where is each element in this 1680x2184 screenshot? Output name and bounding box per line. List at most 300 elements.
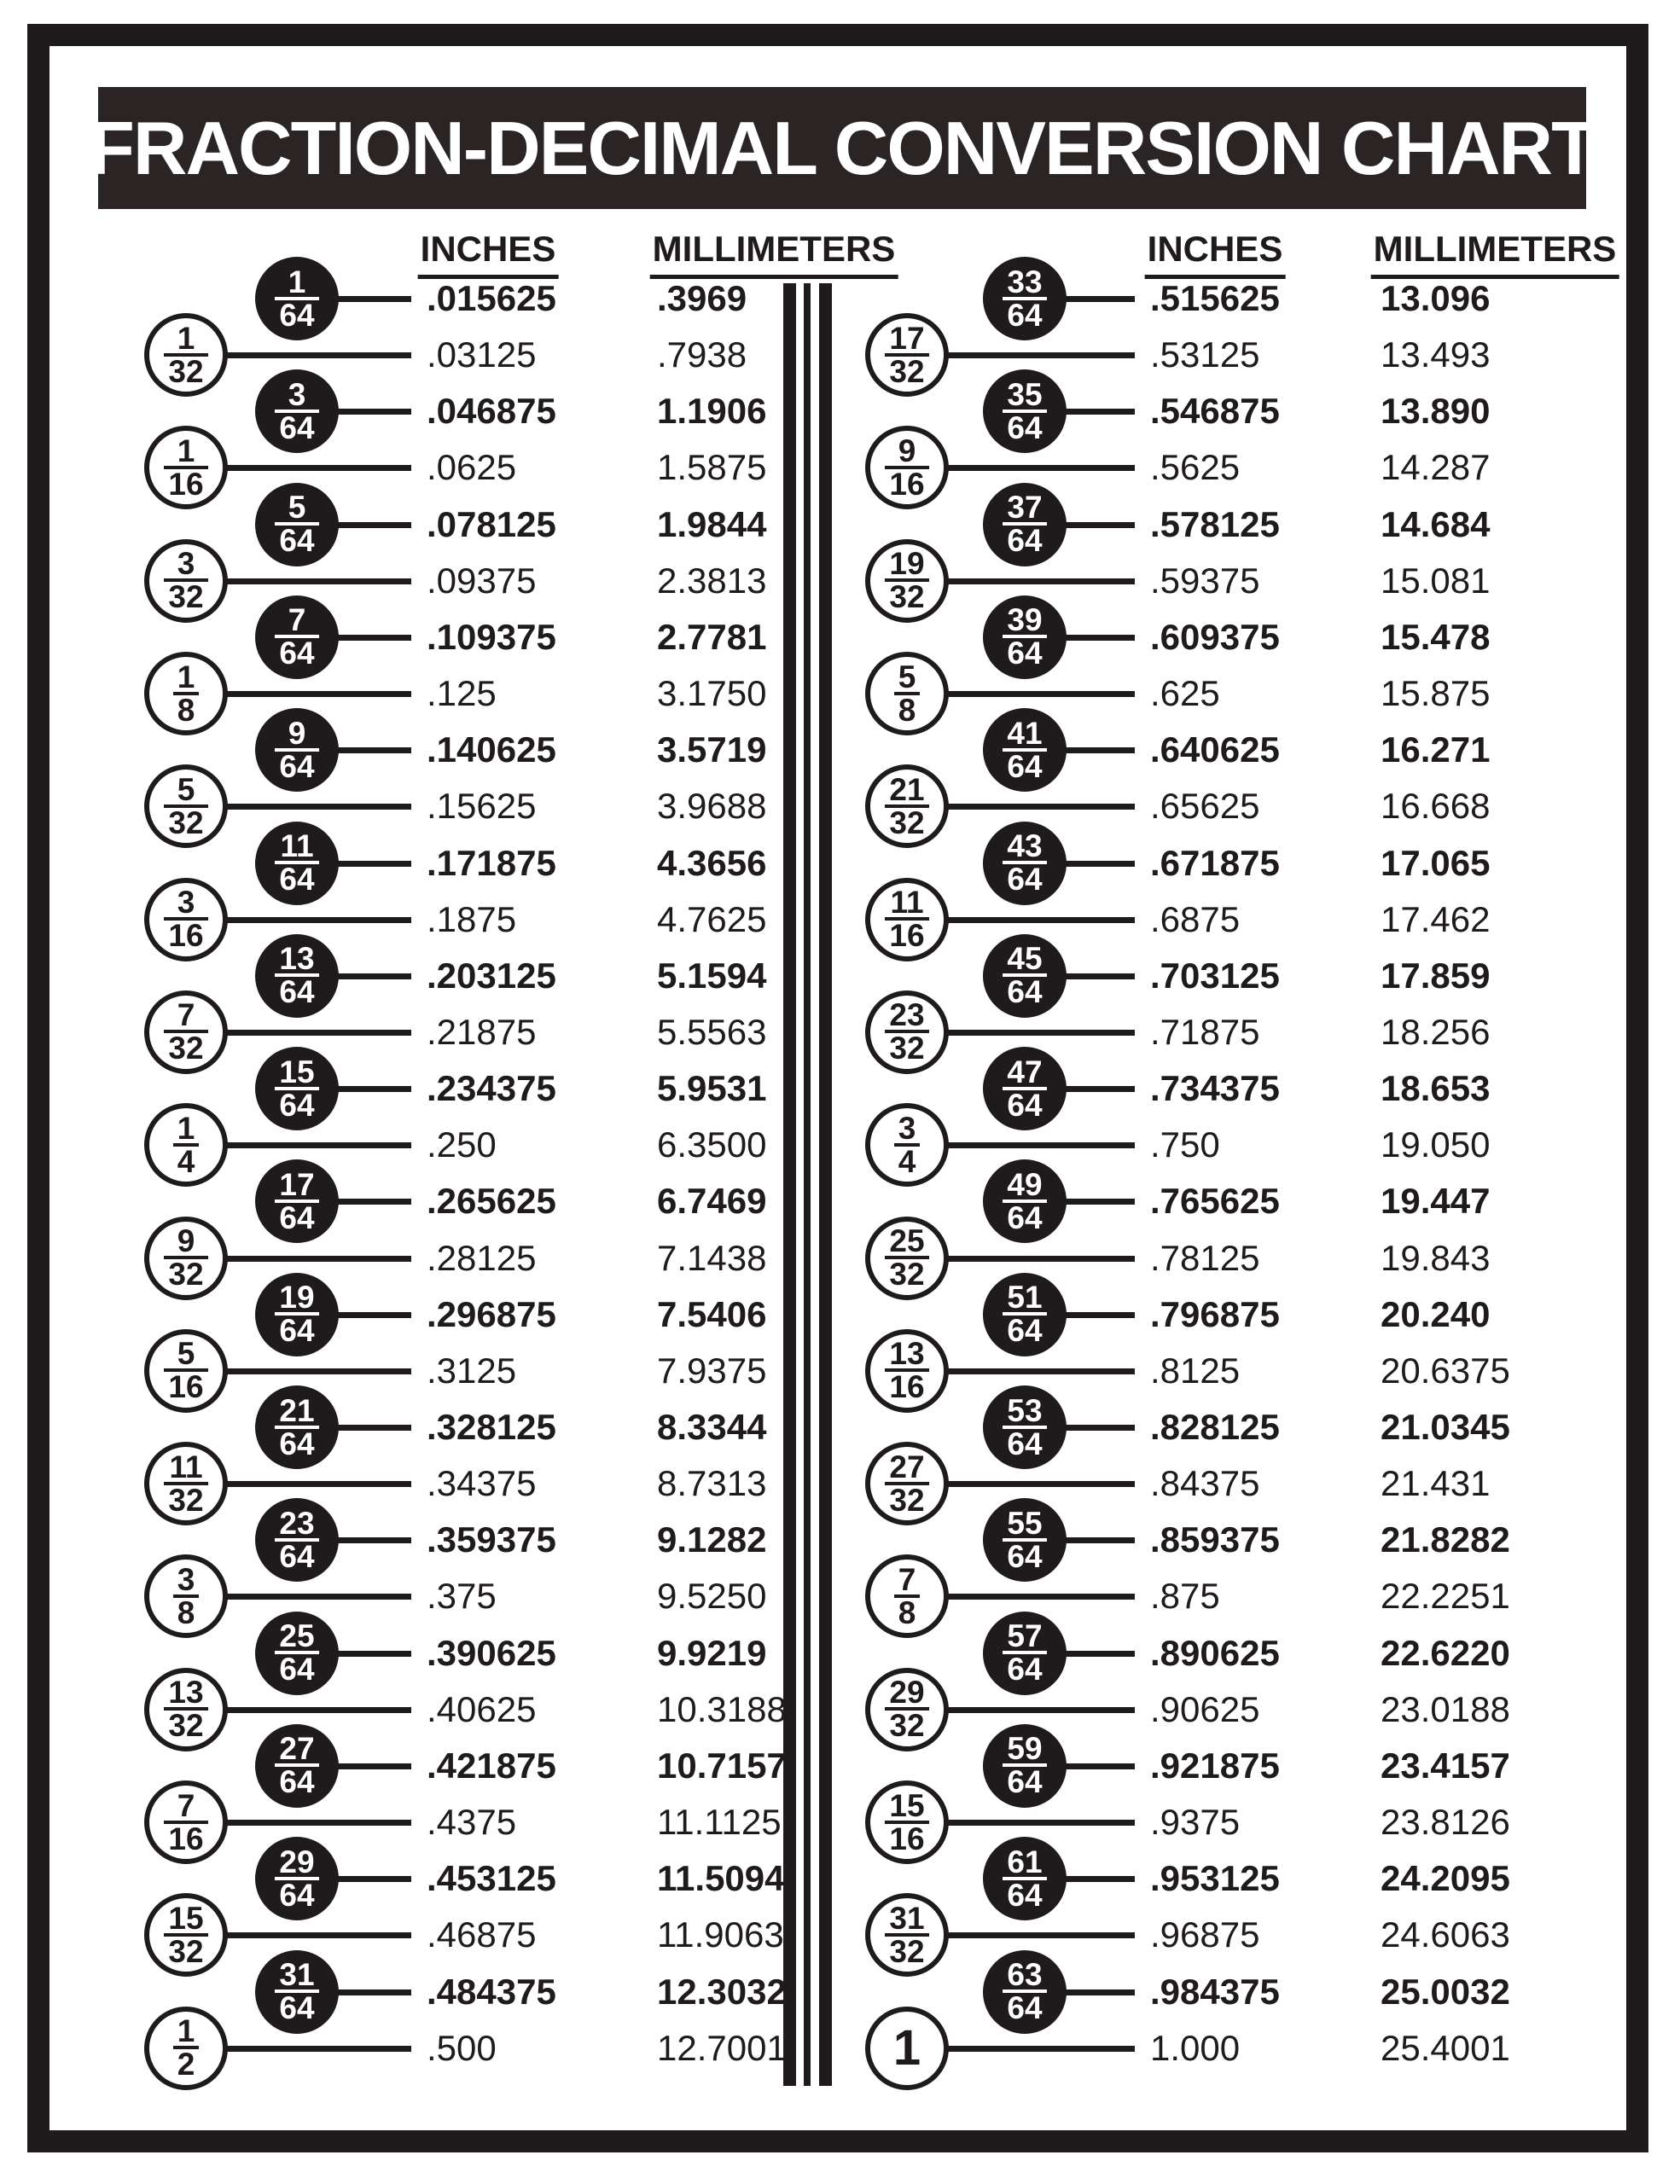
millimeters-value: 7.1438 <box>657 1237 767 1278</box>
millimeters-value: 5.5563 <box>657 1011 767 1052</box>
conversion-row <box>0 1957 1680 2025</box>
inches-value: .640625 <box>1150 729 1280 770</box>
fraction-denominator: 64 <box>275 1538 318 1571</box>
fraction-denominator: 32 <box>164 1482 207 1515</box>
fraction-denominator: 16 <box>885 917 928 950</box>
fraction-denominator: 16 <box>164 466 207 499</box>
fraction-numerator: 61 <box>1007 1844 1043 1879</box>
fraction-numerator: 23 <box>889 997 925 1033</box>
fraction-denominator: 64 <box>1003 1199 1046 1233</box>
fraction-denominator: 64 <box>1003 1763 1046 1797</box>
millimeters-value: 19.050 <box>1381 1124 1491 1165</box>
inches-value: .234375 <box>427 1068 556 1109</box>
fraction-denominator: 32 <box>164 353 207 386</box>
millimeters-value: 25.4001 <box>1381 2027 1510 2068</box>
inches-value: .484375 <box>427 1971 556 2012</box>
conversion-row <box>0 1280 1680 1349</box>
fraction-denominator: 64 <box>275 410 318 443</box>
title-bar <box>89 87 1596 209</box>
millimeters-value: 13.493 <box>1381 334 1491 375</box>
millimeters-value: 1.9844 <box>657 503 767 544</box>
connector-line <box>224 1030 411 1036</box>
fraction-numerator: 59 <box>1007 1731 1043 1767</box>
connector-line <box>224 804 411 810</box>
fraction-badge-filled <box>983 934 1067 1018</box>
connector-line <box>945 2046 1135 2052</box>
fraction-numerator: 27 <box>889 1449 925 1484</box>
inches-value: .71875 <box>1150 1011 1260 1052</box>
connector-line <box>945 1368 1135 1374</box>
fraction-denominator: 64 <box>1003 297 1046 330</box>
inches-value: .859375 <box>1150 1519 1280 1560</box>
millimeters-value: 19.843 <box>1381 1237 1491 1278</box>
fraction-numerator: 11 <box>280 828 314 863</box>
fraction-badge-filled <box>983 1612 1067 1695</box>
fraction-denominator: 64 <box>1003 748 1046 781</box>
fraction-badge-filled <box>983 483 1067 566</box>
connector-line <box>1061 1651 1135 1657</box>
inches-value: .734375 <box>1150 1068 1280 1109</box>
fraction-numerator: 43 <box>1007 828 1043 863</box>
fraction-denominator: 4 <box>894 1143 921 1176</box>
inches-value: .500 <box>427 2027 497 2068</box>
inches-value: .53125 <box>1150 334 1260 375</box>
fraction-denominator: 32 <box>164 804 207 838</box>
fraction-denominator: 64 <box>1003 1877 1046 1910</box>
fraction-denominator: 64 <box>275 297 318 330</box>
fraction-badge-filled <box>983 1159 1067 1243</box>
connector-line <box>1061 973 1135 979</box>
millimeters-value: 22.2251 <box>1381 1576 1510 1617</box>
fraction-badge-outline <box>865 1103 949 1187</box>
fraction-denominator: 32 <box>164 578 207 612</box>
fraction-denominator: 32 <box>885 1707 928 1740</box>
connector-line <box>1061 522 1135 528</box>
fraction-denominator: 32 <box>885 1933 928 1966</box>
fraction-numerator: 3 <box>898 1110 916 1146</box>
connector-line <box>224 578 411 584</box>
fraction-badge-outline <box>865 990 949 1074</box>
millimeters-value: 8.3344 <box>657 1407 767 1447</box>
millimeters-value: 2.7781 <box>657 616 767 657</box>
fraction-numerator: 45 <box>1007 941 1043 977</box>
connector-line <box>334 522 411 528</box>
fraction-badge-filled <box>255 1047 339 1130</box>
fraction-numerator: 29 <box>279 1844 315 1879</box>
fraction-numerator: 21 <box>889 771 925 807</box>
whole-number: 1 <box>892 2019 921 2076</box>
connector-line <box>945 1707 1135 1713</box>
fraction-numerator: 11 <box>890 885 924 921</box>
connector-line <box>945 1030 1135 1036</box>
millimeters-value: 8.7313 <box>657 1463 767 1504</box>
inches-value: .8125 <box>1150 1350 1241 1391</box>
fraction-denominator: 64 <box>275 1426 318 1459</box>
fraction-badge-filled <box>983 1950 1067 2034</box>
millimeters-value: 4.7625 <box>657 898 767 939</box>
inches-value: .703125 <box>1150 955 1280 996</box>
fraction-denominator: 8 <box>894 692 921 725</box>
inches-value: .4375 <box>427 1802 517 1843</box>
inches-value: .09375 <box>427 560 537 601</box>
millimeters-value: 24.2095 <box>1381 1858 1510 1899</box>
millimeters-value: 7.9375 <box>657 1350 767 1391</box>
fraction-denominator: 64 <box>275 861 318 894</box>
connector-line <box>224 1256 411 1262</box>
millimeters-value: 10.7157 <box>657 1745 787 1786</box>
millimeters-header-left: MILLIMETERS <box>650 229 898 279</box>
inches-value: .953125 <box>1150 1858 1280 1899</box>
fraction-badge-filled <box>983 822 1067 905</box>
fraction-badge-outline <box>144 1554 228 1638</box>
fraction-badge-outline <box>865 1893 949 1977</box>
fraction-badge-filled <box>255 1724 339 1808</box>
fraction-denominator: 64 <box>275 1087 318 1120</box>
millimeters-value: 21.8282 <box>1381 1519 1510 1560</box>
millimeters-value: 12.7001 <box>657 2027 787 2068</box>
connector-line <box>945 804 1135 810</box>
fraction-numerator: 53 <box>1007 1392 1043 1428</box>
fraction-badge-filled <box>255 1612 339 1695</box>
fraction-denominator: 64 <box>275 1877 318 1910</box>
fraction-badge-outline <box>144 1103 228 1187</box>
millimeters-value: 3.1750 <box>657 673 767 714</box>
fraction-badge-filled <box>255 934 339 1018</box>
fraction-badge-outline <box>865 1668 949 1751</box>
inches-value: .625 <box>1150 673 1220 714</box>
fraction-badge-filled <box>983 1498 1067 1582</box>
fraction-badge-filled <box>983 595 1067 679</box>
fraction-denominator: 64 <box>1003 1538 1046 1571</box>
fraction-denominator: 32 <box>164 1030 207 1063</box>
connector-line <box>945 578 1135 584</box>
fraction-numerator: 17 <box>279 1166 315 1202</box>
connector-line <box>334 1312 411 1318</box>
fraction-numerator: 9 <box>288 715 306 751</box>
connector-line <box>334 1763 411 1769</box>
connector-line <box>1061 1199 1135 1205</box>
fraction-numerator: 7 <box>177 1787 195 1823</box>
fraction-numerator: 3 <box>177 885 195 921</box>
inches-value: .125 <box>427 673 497 714</box>
millimeters-value: 15.081 <box>1381 560 1491 601</box>
millimeters-value: 15.875 <box>1381 673 1491 714</box>
inches-value: .140625 <box>427 729 556 770</box>
fraction-denominator: 64 <box>1003 1426 1046 1459</box>
fraction-numerator: 3 <box>177 546 195 582</box>
fraction-numerator: 35 <box>1007 376 1043 412</box>
fraction-numerator: 31 <box>279 1957 315 1992</box>
connector-line <box>1061 1876 1135 1882</box>
millimeters-value: 6.7469 <box>657 1181 767 1222</box>
millimeters-value: 20.6375 <box>1381 1350 1510 1391</box>
millimeters-value: 15.478 <box>1381 616 1491 657</box>
fraction-badge-outline <box>144 878 228 961</box>
inches-value: .890625 <box>1150 1632 1280 1673</box>
inches-value: .15625 <box>427 786 537 827</box>
inches-value: .765625 <box>1150 1181 1280 1222</box>
conversion-row <box>0 490 1680 559</box>
conversion-row <box>0 264 1680 333</box>
fraction-numerator: 5 <box>898 659 916 694</box>
fraction-badge-filled <box>983 369 1067 453</box>
fraction-numerator: 37 <box>1007 490 1043 526</box>
fraction-numerator: 55 <box>1007 1505 1043 1541</box>
millimeters-value: 6.3500 <box>657 1124 767 1165</box>
inches-value: .546875 <box>1150 391 1280 432</box>
conversion-row <box>0 1166 1680 1235</box>
fraction-denominator: 8 <box>173 692 200 725</box>
fraction-numerator: 47 <box>1007 1054 1043 1089</box>
fraction-numerator: 49 <box>1007 1166 1043 1202</box>
connector-line <box>1061 1763 1135 1769</box>
fraction-denominator: 32 <box>885 804 928 838</box>
connector-line <box>945 691 1135 697</box>
fraction-numerator: 1 <box>177 320 195 356</box>
fraction-denominator: 8 <box>173 1594 200 1628</box>
inches-value: .046875 <box>427 391 556 432</box>
millimeters-value: .7938 <box>657 334 747 375</box>
connector-line <box>224 1142 411 1148</box>
inches-value: .171875 <box>427 842 556 883</box>
fraction-denominator: 64 <box>275 973 318 1007</box>
millimeters-value: 12.3032 <box>657 1971 787 2012</box>
inches-value: .84375 <box>1150 1463 1260 1504</box>
inches-value: .250 <box>427 1124 497 1165</box>
fraction-denominator: 64 <box>1003 1312 1046 1345</box>
fraction-badge-filled <box>255 369 339 453</box>
fraction-denominator: 32 <box>164 1707 207 1740</box>
fraction-denominator: 64 <box>1003 1989 1046 2023</box>
fraction-denominator: 64 <box>275 1763 318 1797</box>
fraction-badge-outline <box>865 2007 949 2090</box>
inches-value: .750 <box>1150 1124 1220 1165</box>
fraction-denominator: 16 <box>885 1821 928 1854</box>
inches-value: .6875 <box>1150 898 1241 939</box>
fraction-badge-filled <box>255 483 339 566</box>
fraction-badge-filled <box>983 1273 1067 1356</box>
connector-line <box>224 1932 411 1938</box>
fraction-numerator: 7 <box>898 1561 916 1597</box>
fraction-denominator: 64 <box>1003 973 1046 1007</box>
inches-value: .03125 <box>427 334 537 375</box>
fraction-numerator: 9 <box>177 1223 195 1259</box>
millimeters-value: 24.6063 <box>1381 1914 1510 1955</box>
millimeters-value: 10.3188 <box>657 1688 787 1729</box>
fraction-numerator: 27 <box>279 1731 315 1767</box>
fraction-badge-outline <box>144 1329 228 1413</box>
connector-line <box>1061 1425 1135 1431</box>
conversion-row <box>0 376 1680 445</box>
fraction-numerator: 1 <box>288 264 306 299</box>
millimeters-value: 14.684 <box>1381 503 1491 544</box>
connector-line <box>334 1425 411 1431</box>
fraction-denominator: 32 <box>164 1933 207 1966</box>
fraction-badge-filled <box>255 708 339 792</box>
inches-value: .3125 <box>427 1350 517 1391</box>
fraction-numerator: 5 <box>177 1336 195 1372</box>
conversion-row <box>0 941 1680 1010</box>
fraction-numerator: 13 <box>889 1336 925 1372</box>
connector-line <box>334 973 411 979</box>
fraction-denominator: 64 <box>275 748 318 781</box>
connector-line <box>334 1199 411 1205</box>
fraction-denominator: 16 <box>164 917 207 950</box>
fraction-badge-filled <box>983 708 1067 792</box>
fraction-numerator: 23 <box>279 1505 315 1541</box>
fraction-numerator: 51 <box>1007 1280 1043 1316</box>
fraction-numerator: 31 <box>889 1900 925 1936</box>
connector-line <box>1061 296 1135 302</box>
inches-value: .96875 <box>1150 1914 1260 1955</box>
inches-header-right: INCHES <box>1145 229 1286 279</box>
millimeters-value: 19.447 <box>1381 1181 1491 1222</box>
fraction-badge-outline <box>144 652 228 735</box>
fraction-numerator: 9 <box>898 433 916 468</box>
fraction-denominator: 64 <box>1003 1651 1046 1684</box>
conversion-row <box>0 828 1680 897</box>
connector-line <box>1061 1086 1135 1092</box>
inches-value: .21875 <box>427 1011 537 1052</box>
fraction-badge-filled <box>983 1837 1067 1920</box>
connector-line <box>224 352 411 358</box>
inches-value: .359375 <box>427 1519 556 1560</box>
fraction-badge-outline <box>865 1780 949 1864</box>
inches-value: .5625 <box>1150 447 1241 488</box>
fraction-numerator: 1 <box>177 659 195 694</box>
inches-value: .34375 <box>427 1463 537 1504</box>
fraction-badge-filled <box>983 1385 1067 1469</box>
connector-line <box>224 465 411 471</box>
fraction-badge-outline <box>144 1893 228 1977</box>
fraction-numerator: 39 <box>1007 602 1043 638</box>
inches-value: .375 <box>427 1576 497 1617</box>
connector-line <box>1061 1312 1135 1318</box>
connector-line <box>334 1876 411 1882</box>
conversion-row <box>0 715 1680 784</box>
fraction-denominator: 64 <box>1003 1087 1046 1120</box>
connector-line <box>945 1932 1135 1938</box>
fraction-denominator: 8 <box>894 1594 921 1628</box>
connector-line <box>945 1594 1135 1600</box>
millimeters-value: 4.3656 <box>657 842 767 883</box>
inches-value: .28125 <box>427 1237 537 1278</box>
millimeters-value: 18.653 <box>1381 1068 1491 1109</box>
fraction-denominator: 32 <box>885 1256 928 1289</box>
fraction-badge-outline <box>865 652 949 735</box>
fraction-badge-outline <box>865 1442 949 1525</box>
connector-line <box>1061 747 1135 753</box>
millimeters-value: 9.9219 <box>657 1632 767 1673</box>
millimeters-value: 14.287 <box>1381 447 1491 488</box>
inches-value: .0625 <box>427 447 517 488</box>
fraction-numerator: 19 <box>279 1280 315 1316</box>
millimeters-value: 17.065 <box>1381 842 1491 883</box>
inches-value: .421875 <box>427 1745 556 1786</box>
fraction-denominator: 32 <box>885 1482 928 1515</box>
fraction-badge-outline <box>144 2007 228 2090</box>
fraction-badge-outline <box>144 990 228 1074</box>
millimeters-value: 13.890 <box>1381 391 1491 432</box>
fraction-denominator: 64 <box>275 1651 318 1684</box>
inches-value: .90625 <box>1150 1688 1260 1729</box>
fraction-numerator: 17 <box>889 320 925 356</box>
connector-line <box>334 635 411 641</box>
connector-line <box>224 1368 411 1374</box>
millimeters-value: 20.240 <box>1381 1293 1491 1334</box>
fraction-numerator: 57 <box>1007 1618 1043 1654</box>
inches-value: .921875 <box>1150 1745 1280 1786</box>
millimeters-value: 18.256 <box>1381 1011 1491 1052</box>
millimeters-value: 16.668 <box>1381 786 1491 827</box>
connector-line <box>334 1989 411 1995</box>
connector-line <box>1061 409 1135 415</box>
connector-line <box>1061 1537 1135 1543</box>
inches-value: .46875 <box>427 1914 537 1955</box>
inches-value: .390625 <box>427 1632 556 1673</box>
fraction-badge-outline <box>865 313 949 397</box>
fraction-numerator: 21 <box>279 1392 315 1428</box>
connector-line <box>945 1481 1135 1487</box>
connector-line <box>224 691 411 697</box>
fraction-badge-filled <box>255 1159 339 1243</box>
fraction-badge-filled <box>255 1385 339 1469</box>
inches-value: .671875 <box>1150 842 1280 883</box>
fraction-badge-filled <box>255 595 339 679</box>
conversion-row <box>0 1054 1680 1123</box>
fraction-denominator: 32 <box>885 578 928 612</box>
fraction-numerator: 1 <box>177 433 195 468</box>
inches-value: .828125 <box>1150 1407 1280 1447</box>
millimeters-value: 21.431 <box>1381 1463 1491 1504</box>
fraction-badge-outline <box>144 1780 228 1864</box>
conversion-row <box>0 1618 1680 1687</box>
millimeters-value: 17.859 <box>1381 955 1491 996</box>
millimeters-value: .3969 <box>657 278 747 318</box>
millimeters-value: 16.271 <box>1381 729 1491 770</box>
fraction-denominator: 64 <box>275 635 318 668</box>
fraction-badge-outline <box>865 1217 949 1300</box>
fraction-numerator: 3 <box>288 376 306 412</box>
millimeters-value: 3.5719 <box>657 729 767 770</box>
millimeters-value: 1.1906 <box>657 391 767 432</box>
fraction-badge-filled <box>983 257 1067 340</box>
inches-value: .609375 <box>1150 616 1280 657</box>
fraction-numerator: 41 <box>1007 715 1043 751</box>
fraction-badge-outline <box>865 764 949 848</box>
millimeters-value: 5.9531 <box>657 1068 767 1109</box>
fraction-badge-outline <box>865 1554 949 1638</box>
fraction-badge-outline <box>144 426 228 509</box>
connector-line <box>945 1256 1135 1262</box>
fraction-badge-outline <box>144 313 228 397</box>
fraction-numerator: 5 <box>177 771 195 807</box>
inches-value: .515625 <box>1150 278 1280 318</box>
millimeters-value: 9.5250 <box>657 1576 767 1617</box>
fraction-denominator: 32 <box>885 353 928 386</box>
conversion-row <box>0 1731 1680 1800</box>
inches-value: .328125 <box>427 1407 556 1447</box>
fraction-numerator: 25 <box>889 1223 925 1259</box>
inches-value: .78125 <box>1150 1237 1260 1278</box>
conversion-row <box>0 1844 1680 1913</box>
conversion-row <box>0 1505 1680 1574</box>
connector-line <box>1061 861 1135 867</box>
fraction-numerator: 5 <box>288 490 306 526</box>
connector-line <box>334 1537 411 1543</box>
millimeters-value: 11.1125 <box>657 1802 782 1843</box>
millimeters-value: 11.5094 <box>657 1858 785 1899</box>
